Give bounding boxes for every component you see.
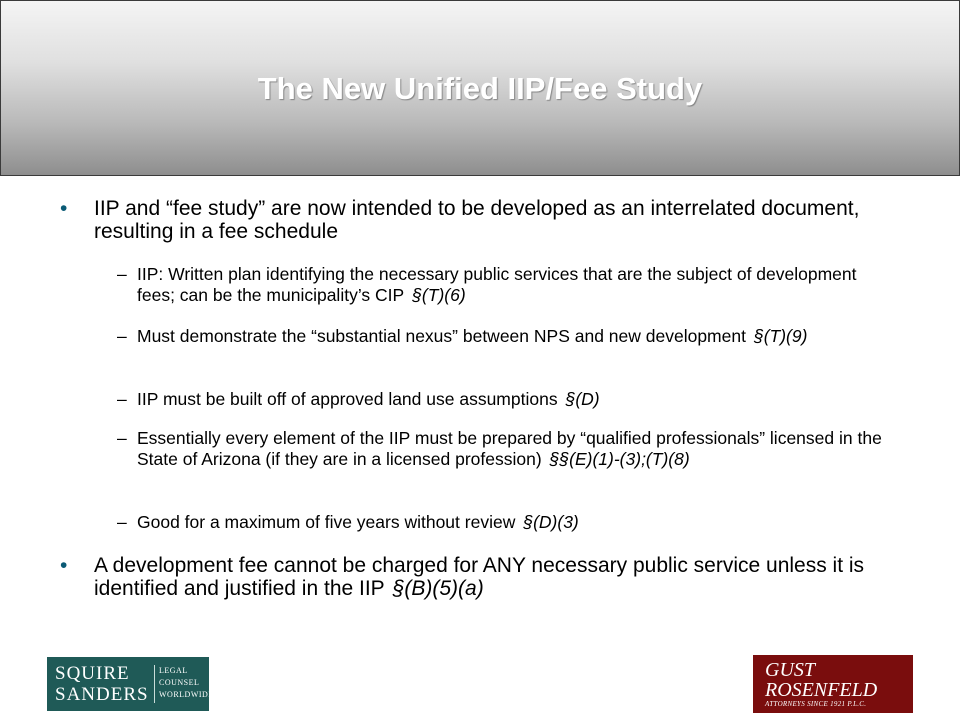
statute-citation: §§(E)(1)-(3);(T)(8): [549, 449, 690, 469]
logo-name-line1: GUST: [765, 659, 816, 681]
bullet-marker: •: [60, 554, 68, 577]
slide-title: The New Unified IIP/Fee Study: [257, 71, 703, 106]
subbullet-marker: –: [117, 428, 127, 448]
statute-citation: §(D)(3): [523, 512, 579, 532]
bullet-text: IIP and “fee study” are now intended to be developed as an interrelated document, resulting in a fee schedule: [94, 197, 860, 243]
gust-rosenfeld-logo: [753, 655, 913, 713]
subbullet-text: Good for a maximum of five years without review: [137, 512, 516, 532]
bullet-text: A development fee cannot be charged for ANY necessary public service unless it is identified and justified in the IIP: [94, 554, 865, 600]
squire-sanders-logo: [47, 657, 214, 711]
logo-tag-line3: WORLDWIDE: [159, 690, 214, 699]
subbullet-text: Must demonstrate the “substantial nexus” between NPS and new development: [137, 326, 746, 346]
title-banner: [0, 0, 960, 176]
logo-divider: [154, 665, 155, 703]
subbullet-marker: –: [117, 512, 127, 532]
statute-citation: §(T)(9): [753, 326, 808, 346]
logo-name-line1: SQUIRE: [55, 663, 130, 684]
subbullet-text: Essentially every element of the IIP must be prepared by “qualified professionals” licensed in the State of Arizona (if they are in a licensed profession): [137, 428, 882, 469]
logo-tag-line2: COUNSEL: [159, 678, 200, 687]
subbullet-text: IIP: Written plan identifying the necessary public services that are the subject of development fees; can be the municipality’s CIP: [137, 264, 857, 305]
logo-name-line2: ROSENFELD: [765, 679, 878, 701]
logo-tag-line1: LEGAL: [159, 666, 188, 675]
statute-citation: §(B)(5)(a): [392, 577, 484, 600]
statute-citation: §(T)(6): [412, 285, 466, 305]
statute-citation: §(D): [565, 389, 600, 409]
bullet-marker: •: [60, 197, 68, 220]
subbullet-marker: –: [117, 326, 127, 346]
logo-name-line2: SANDERS: [55, 684, 149, 705]
subbullet-marker: –: [117, 389, 127, 409]
logo-tagline: ATTORNEYS SINCE 1921 P.L.C.: [765, 700, 867, 708]
subbullet-marker: –: [117, 264, 127, 284]
subbullet-text: IIP must be built off of approved land use assumptions: [137, 389, 558, 409]
